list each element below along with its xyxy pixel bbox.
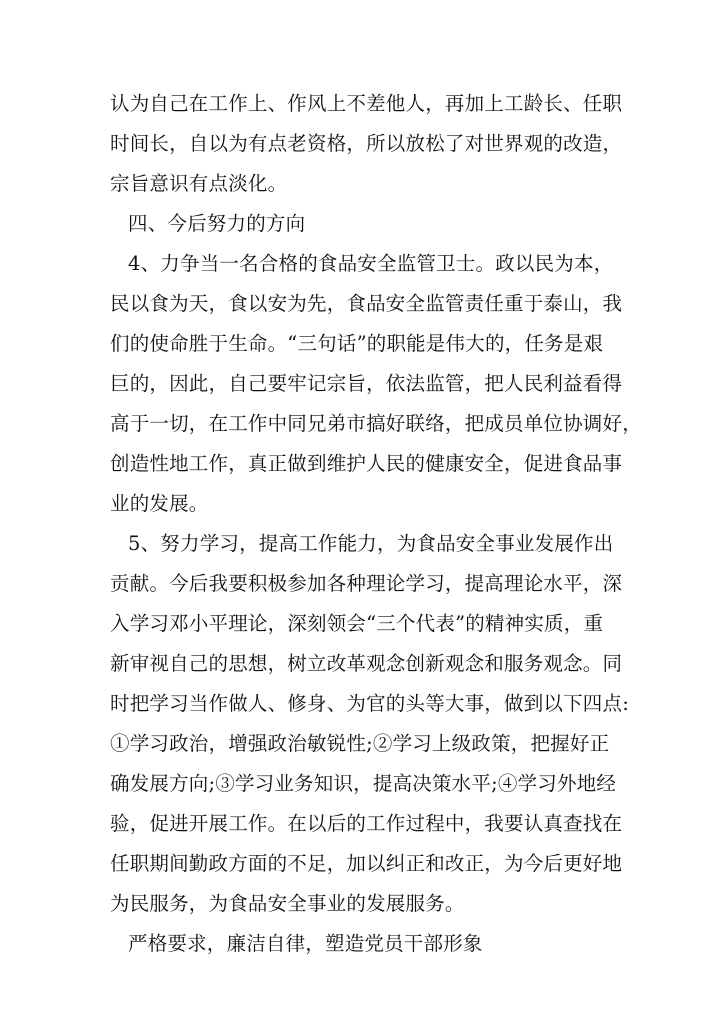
body-line: 时间长，自以为有点老资格，所以放松了对世界观的改造， [110,132,623,155]
body-line: 业的发展。 [110,492,209,515]
section-heading: 严格要求，廉洁自律，塑造党员干部形象 [128,932,483,955]
document-body [110,84,642,964]
body-line: 创造性地工作，真正做到维护人民的健康安全，促进食品事 [110,452,623,475]
body-line: 为民服务，为食品安全事业的发展服务。 [110,892,465,915]
section-heading: 四、今后努力的方向 [128,212,306,235]
body-line: 认为自己在工作上、作风上不差他人，再加上工龄长、任职 [110,92,623,115]
body-line: 贡献。今后我要积极参加各种理论学习，提高理论水平，深 [110,572,623,595]
body-line: 4、力争当一名合格的食品安全监管卫士。政以民为本， [128,252,614,275]
body-line: 民以食为天，食以安为先，食品安全监管责任重于泰山，我 [110,292,623,315]
body-line: 宗旨意识有点淡化。 [110,172,288,195]
body-line: 高于一切，在工作中同兄弟市搞好联络，把成员单位协调好， [110,412,642,435]
body-line: 入学习邓小平理论，深刻领会“三个代表”的精神实质，重 [110,612,604,635]
body-line: ①学习政治，增强政治敏锐性;②学习上级政策，把握好正 [110,732,610,755]
body-line: 时把学习当作做人、修身、为官的头等大事，做到以下四点: [110,692,629,715]
body-line: 们的使命胜于生命。“三句话”的职能是伟大的，任务是艰 [110,332,604,355]
body-line: 巨的，因此，自己要牢记宗旨，依法监管，把人民利益看得 [110,372,623,395]
body-line: 验，促进开展工作。在以后的工作过程中，我要认真查找在 [110,812,623,835]
body-line: 新审视自己的思想，树立改革观念创新观念和服务观念。同 [110,652,623,675]
body-line: 5、努力学习，提高工作能力，为食品安全事业发展作出 [128,532,614,555]
body-line: 确发展方向;③学习业务知识，提高决策水平;④学习外地经 [110,772,617,795]
body-line: 任职期间勤政方面的不足，加以纠正和改正，为今后更好地 [110,852,623,875]
